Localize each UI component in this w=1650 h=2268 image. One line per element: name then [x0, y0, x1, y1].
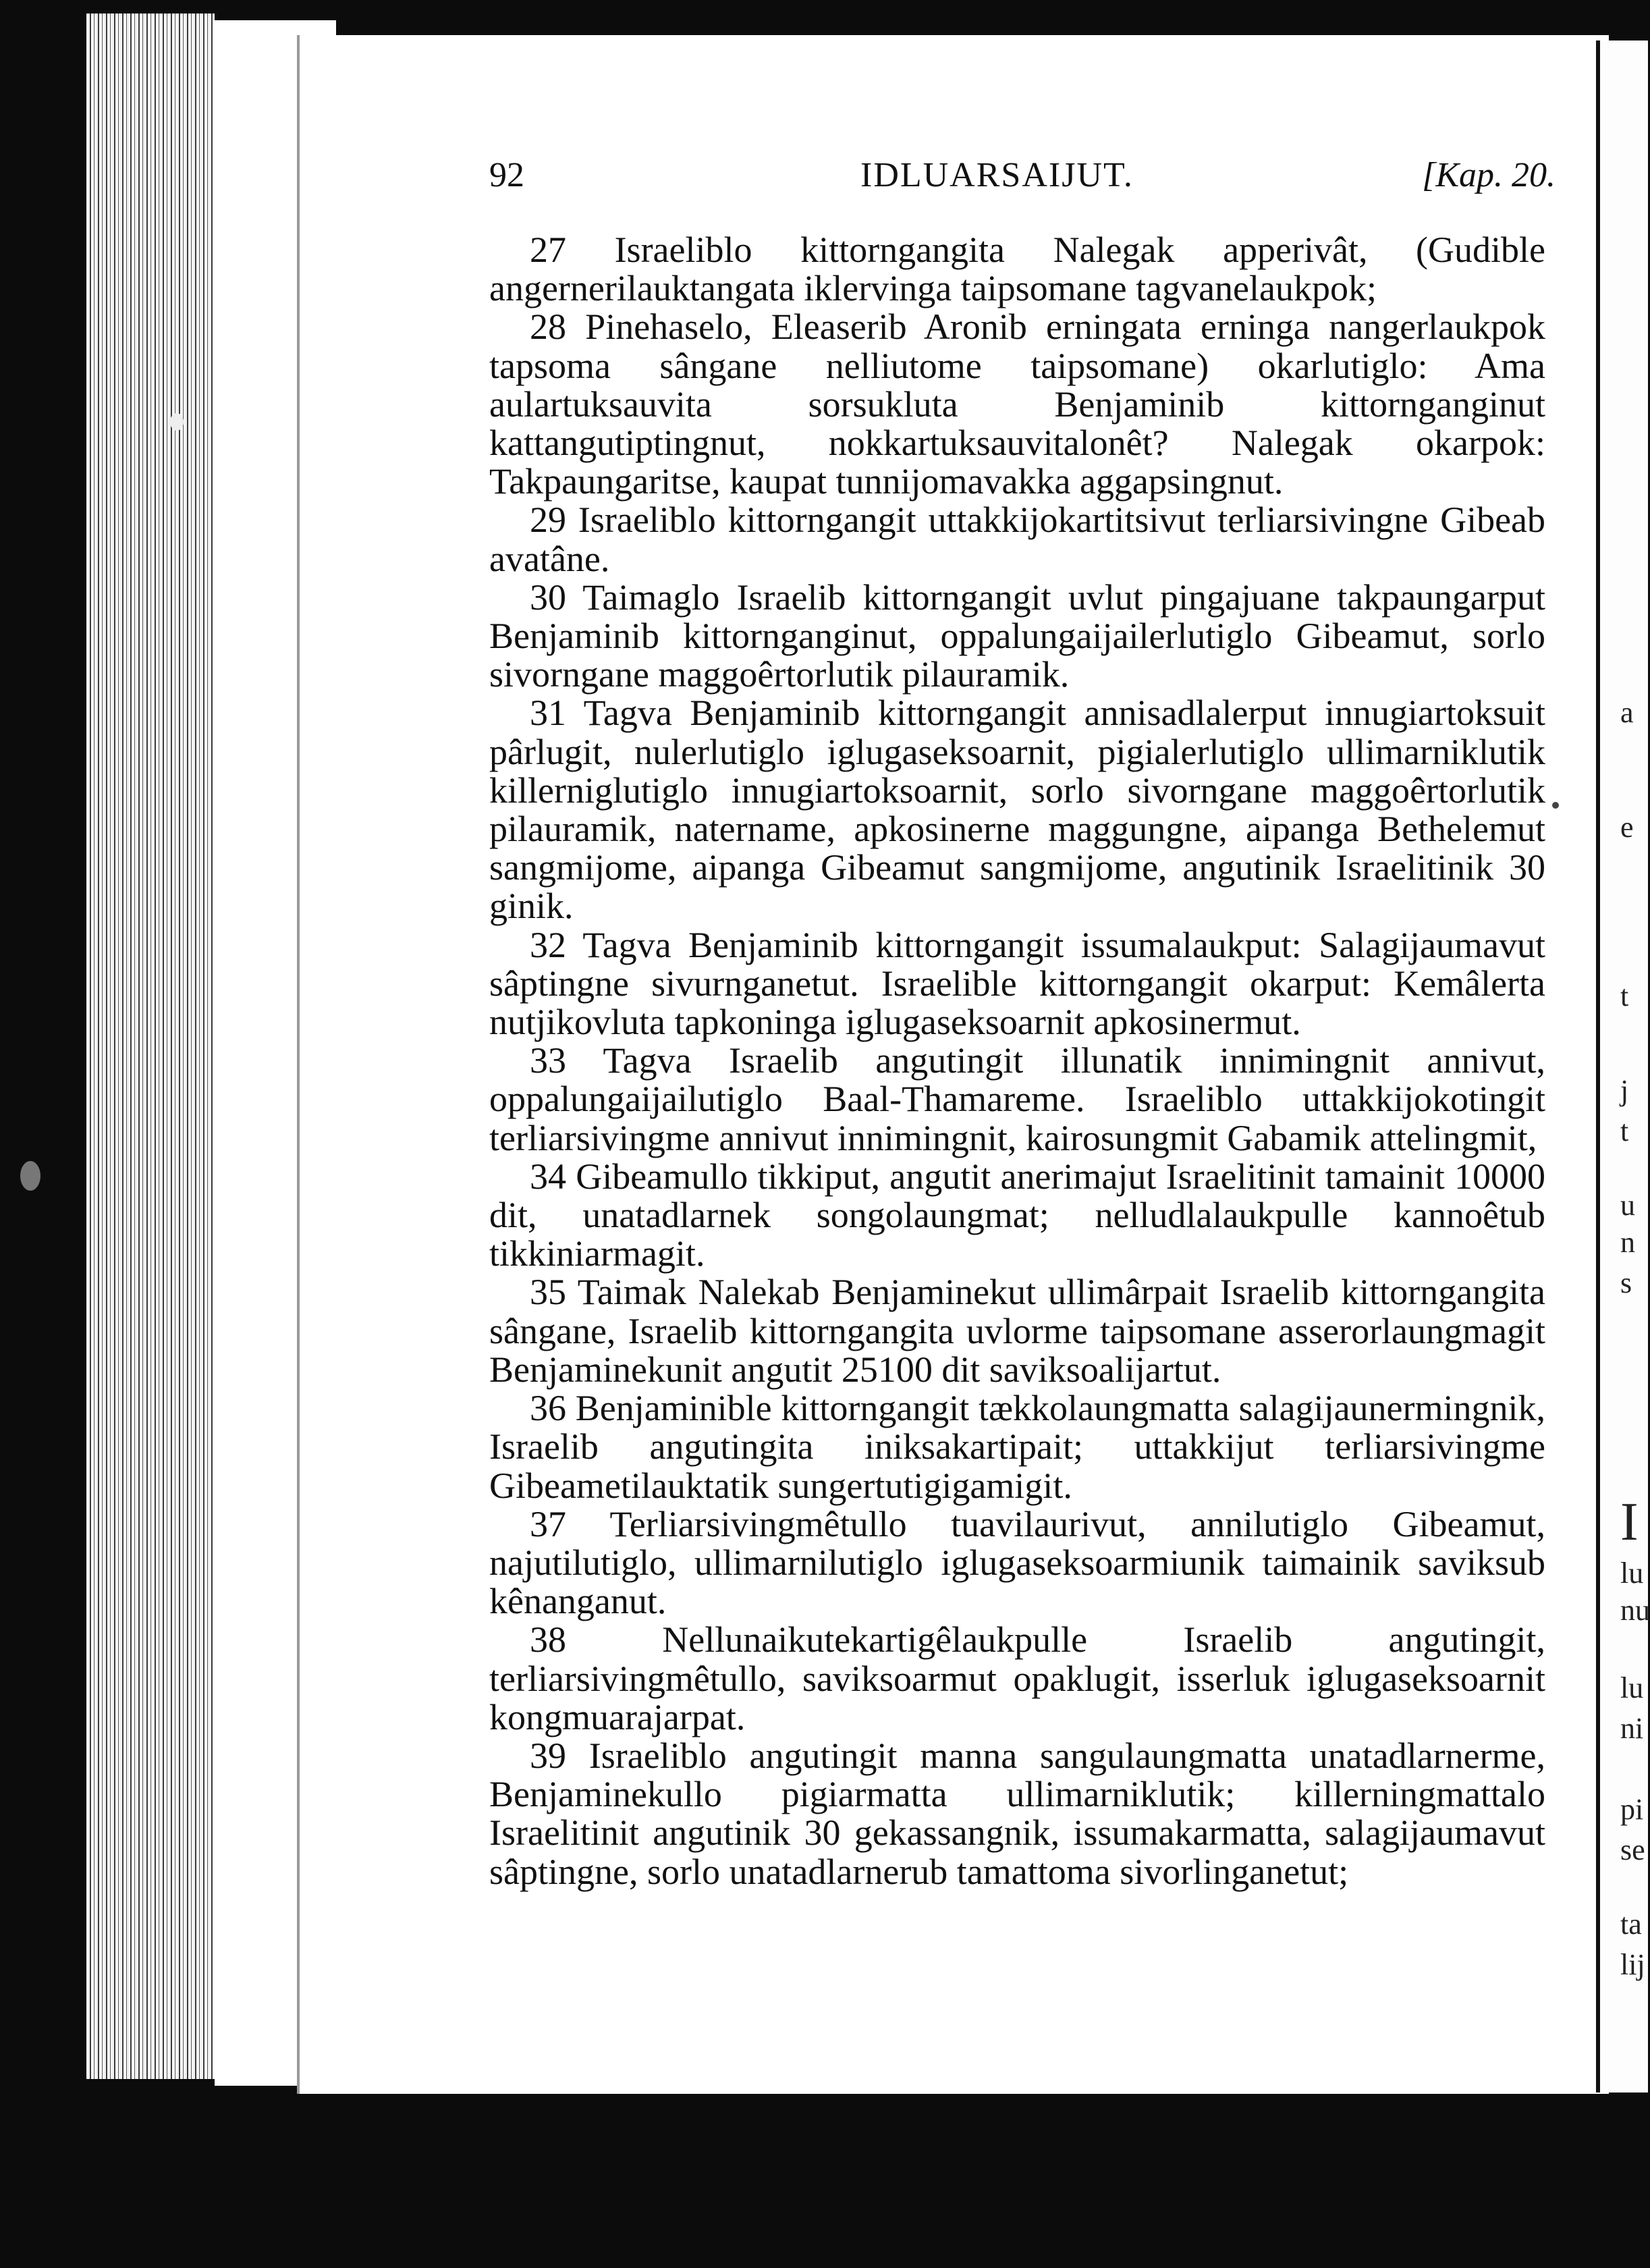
facing-fragment: ni: [1620, 1712, 1644, 1745]
verse-number: 29: [530, 500, 566, 541]
verse-text: Tagva Israelib angutingit illunatik innimingnit annivut, oppalungaijailutiglo Baal-Thamareme. Israeliblo uttakkijokotingit terliarsivingme annivut innimingnit, kairosungmit Gabamik attelingmit,: [489, 1040, 1545, 1158]
verse: [489, 231, 1545, 308]
verse-text: Israeliblo kittorngangit uttakkijokartitsivut terliarsivingne Gibeab avatâne.: [489, 500, 1546, 579]
page-number: 92: [489, 156, 524, 194]
facing-fragment: t: [1620, 979, 1629, 1013]
verse-number: 32: [530, 924, 566, 965]
scan-speck: [20, 1161, 40, 1191]
facing-fragment: lu: [1620, 1671, 1644, 1704]
verse-number: 33: [530, 1040, 566, 1081]
verse-number: 34: [530, 1156, 566, 1197]
running-title: IDLUARSAIJUT.: [860, 156, 1134, 194]
body-text: [489, 231, 1545, 1891]
verse-number: 28: [530, 306, 566, 348]
facing-fragment: s: [1620, 1266, 1632, 1299]
facing-fragment: u: [1620, 1189, 1635, 1222]
verse-text: Benjaminible kittorngangit tækkolaungmatta salagijaunermingnik, Israelib angutingita iniksakartipait; uttakkijut terliarsivingme Gibeametilauktatik sungertutigigamigit.: [489, 1388, 1545, 1506]
verse-number: 35: [530, 1272, 566, 1313]
verse-text: Taimak Nalekab Benjaminekut ullimârpait Israelib kittorngangita sângane, Israelib kittorngangita uvlorme taipsomane asserorlaungmagit Benjaminekunit angutit 25100 dit saviksoalijartut.: [489, 1272, 1546, 1390]
facing-fragment: ta: [1620, 1908, 1642, 1941]
facing-fragment: t: [1620, 1114, 1629, 1148]
verse-text: Gibeamullo tikkiput, angutit anerimajut Israelitinit tamainit 10000 dit, unatadlarnek songolaungmat; nelludlalaukpulle kannoêtub tikkiniarmagit.: [489, 1156, 1546, 1274]
verse: [489, 1042, 1545, 1158]
facing-page-sliver: [1596, 40, 1648, 2092]
verse: [489, 1505, 1545, 1621]
verse-text: Tagva Benjaminib kittorngangit annisadlalerput innugiartoksuit pârlugit, nulerlutiglo iglugaseksoarnit, pigialerlutiglo ullimarniklutik killerniglutiglo innugiartoksoarnit, sorlo sivorngane maggoêrtorlutik pilauramik, natername, apkosinerne maggungne, aipanga Bethelemut sangmijome, aipanga Gibeamut sangmijome, angutinik Israelitinik 30 ginik.: [489, 693, 1545, 927]
verse: [489, 578, 1545, 695]
verse-number: 27: [530, 230, 566, 270]
verse-number: 39: [530, 1735, 566, 1776]
verse: [489, 308, 1545, 501]
scan-speck: [170, 413, 184, 431]
facing-fragment: lij: [1620, 1948, 1645, 1981]
verse: [489, 926, 1545, 1042]
verse-text: Tagva Benjaminib kittorngangit issumalaukput: Salagijaumavut sâptingne sivurnganetut. Israelible kittorngangit okarput: Kemâlerta nutjikovluta tapkoninga iglugaseksoarnit apkosinermut.: [489, 924, 1545, 1043]
verse-text: Terliarsivingmêtullo tuavilaurivut, annilutiglo Gibeamut, najutilutiglo, ullimarnilutiglo iglugaseksoarmiunik taimainik saviksub kênanganut.: [489, 1503, 1545, 1622]
verse-text: Pinehaselo, Eleaserib Aronib erningata erninga nangerlaukpok tapsoma sângane nelliutome taipsomane) okarlutiglo: Ama aulartuksauvita sorsukluta Benjaminib kittornganginut kattangutiptingnut, nokkartuksauvitalonêt? Nalegak okarpok: Takpaungaritse, kaupat tunnijomavakka aggapsingnut.: [489, 306, 1545, 502]
facing-fragment: nu: [1620, 1594, 1650, 1627]
page-header: [489, 155, 1562, 209]
verse-number: 38: [530, 1619, 566, 1660]
verse: [489, 1737, 1545, 1891]
verse: [489, 694, 1545, 925]
verse: [489, 1273, 1545, 1389]
verse-number: 36: [530, 1388, 566, 1429]
book-page-edges: [86, 14, 215, 2079]
facing-fragment: j: [1620, 1074, 1629, 1107]
chapter-label: [Kap. 20.: [1422, 156, 1556, 194]
verse-text: Israeliblo angutingit manna sangulaungmatta unatadlarnerme, Benjaminekullo pigiarmatta ullimarniklutik; killerningmattalo Israelitinit angutinik 30 gekassangnik, issumakarmatta, salagijaumavut sâptingne, sorlo unatadlarnerub tamattoma sivorlinganetut;: [489, 1735, 1545, 1892]
facing-fragment: n: [1620, 1226, 1635, 1259]
facing-fragment: lu: [1620, 1557, 1644, 1590]
verse-number: 37: [530, 1503, 566, 1544]
verse: [489, 1621, 1545, 1737]
verse: [489, 1389, 1545, 1505]
facing-fragment: se: [1620, 1833, 1645, 1866]
facing-fragment: e: [1620, 811, 1634, 844]
verse: [489, 1158, 1545, 1274]
verse: [489, 501, 1545, 578]
facing-fragment: a: [1620, 696, 1634, 729]
verse-text: Taimaglo Israelib kittorngangit uvlut pingajuane takpaungarput Benjaminib kittornganginut, oppalungaijailerlutiglo Gibeamut, sorlo sivorngane maggoêrtorlutik pilauramik.: [489, 576, 1545, 695]
scan-speck: [1552, 802, 1559, 809]
facing-fragment: I: [1620, 1492, 1639, 1552]
verse-text: Israeliblo kittorngangita Nalegak apperivât, (Gudible angernerilauktangata iklervinga taipsomane tagvanelaukpok;: [489, 230, 1545, 309]
verse-number: 31: [530, 693, 566, 734]
verse-text: Nellunaikutekartigêlaukpulle Israelib angutingit, terliarsivingmêtullo, saviksoarmut opaklugit, isserluk iglugaseksoarnit kongmuarajarpat.: [489, 1619, 1546, 1737]
verse-number: 30: [530, 576, 566, 618]
facing-fragment: pi: [1620, 1793, 1644, 1826]
